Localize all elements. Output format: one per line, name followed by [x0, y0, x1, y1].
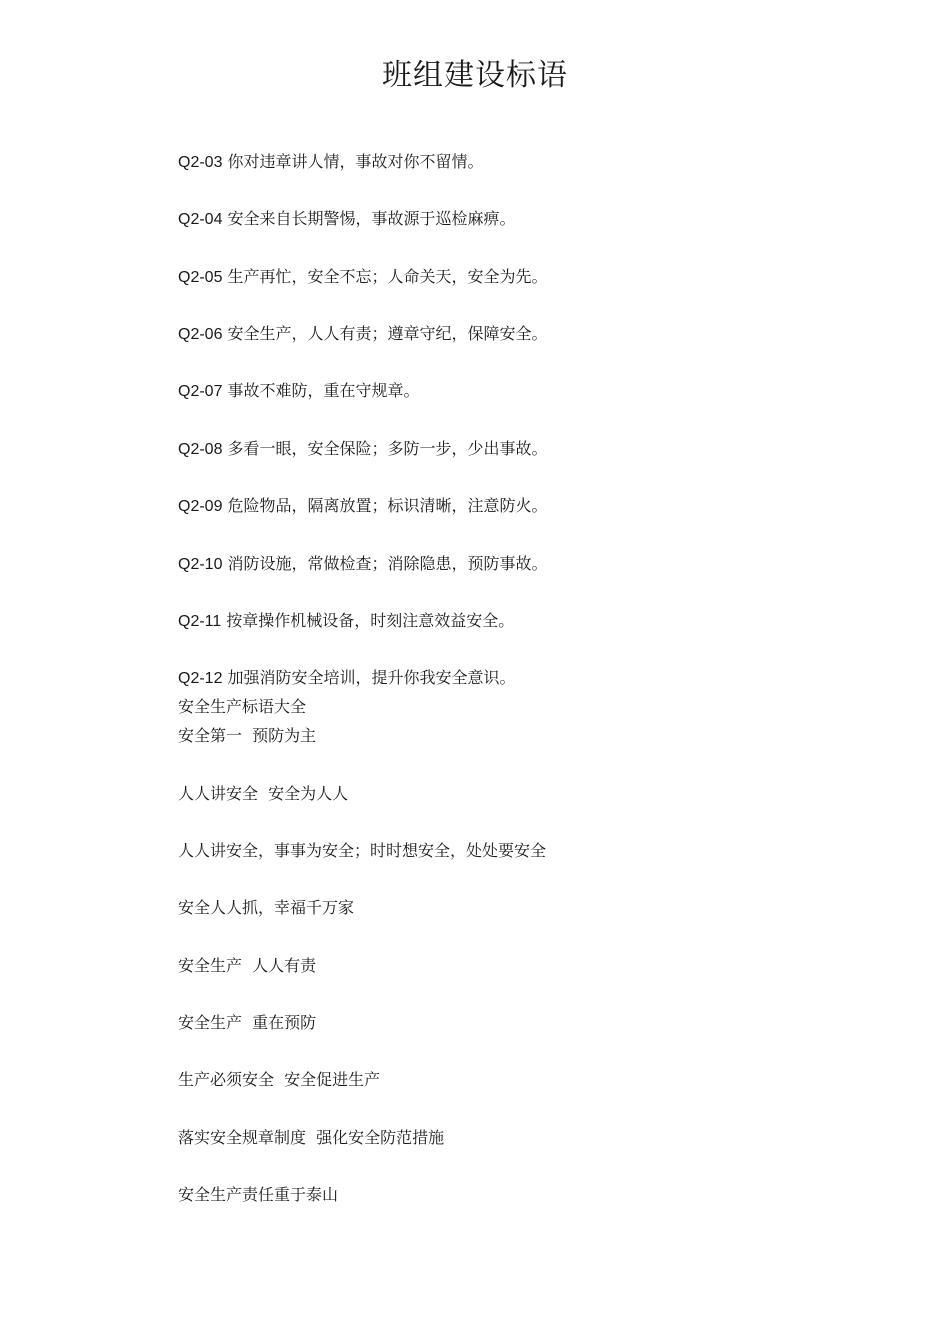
page-title: 班组建设标语: [382, 58, 568, 93]
slogan-item: [178, 610, 514, 632]
slogan-code: Q2-07: [178, 383, 223, 400]
slogan-item: [178, 667, 515, 689]
slogan-text: 安全来自长期警惕，事故源于巡检麻痹。: [227, 209, 516, 228]
plain-slogan: 生产必须安全 安全促进生产: [178, 1070, 381, 1089]
slogan-text: 危险物品，隔离放置；标识清晰，注意防火。: [227, 496, 548, 515]
slogan-text: 安全生产，人人有责；遵章守纪，保障安全。: [227, 324, 548, 343]
slogan-code: Q2-03: [178, 154, 223, 171]
slogan-text: 生产再忙，安全不忘；人命关天，安全为先。: [227, 267, 548, 286]
plain-slogan: 人人讲安全，事事为安全；时时想安全，处处要安全: [178, 841, 547, 860]
plain-slogan: 落实安全规章制度 强化安全防范措施: [178, 1128, 445, 1147]
slogan-text: 加强消防安全培训，提升你我安全意识。: [227, 668, 516, 687]
plain-slogan: 人人讲安全 安全为人人: [178, 784, 349, 803]
plain-slogan: 安全生产 人人有责: [178, 956, 317, 975]
slogan-text: 消防设施，常做检查；消除隐患，预防事故。: [227, 554, 548, 573]
slogan-code: Q2-11: [178, 613, 222, 630]
slogan-code: Q2-12: [178, 670, 223, 687]
slogan-code: Q2-05: [178, 269, 223, 286]
slogan-text: 多看一眼，安全保险；多防一步，少出事故。: [227, 439, 548, 458]
slogan-item: [178, 495, 547, 517]
slogan-code: Q2-09: [178, 498, 223, 515]
slogan-code: Q2-06: [178, 326, 223, 343]
slogan-item: [178, 323, 547, 345]
slogan-item: [178, 438, 547, 460]
slogan-text: 事故不难防，重在守规章。: [227, 381, 420, 400]
slogan-text: 按章操作机械设备，时刻注意效益安全。: [226, 611, 515, 630]
slogan-item: [178, 553, 547, 575]
slogan-code: Q2-04: [178, 211, 223, 228]
plain-slogan: 安全生产 重在预防: [178, 1013, 317, 1032]
slogan-text: 你对违章讲人情，事故对你不留情。: [227, 152, 484, 171]
slogan-item: [178, 266, 547, 288]
slogan-item: [178, 208, 515, 230]
plain-slogan: 安全第一 预防为主: [178, 726, 317, 745]
section-heading: 安全生产标语大全: [178, 697, 307, 716]
slogan-item: [178, 151, 483, 173]
plain-slogan: 安全人人抓，幸福千万家: [178, 898, 355, 917]
slogan-item: [178, 380, 419, 402]
slogan-code: Q2-08: [178, 441, 223, 458]
plain-slogan: 安全生产责任重于泰山: [178, 1185, 339, 1204]
slogan-code: Q2-10: [178, 556, 223, 573]
